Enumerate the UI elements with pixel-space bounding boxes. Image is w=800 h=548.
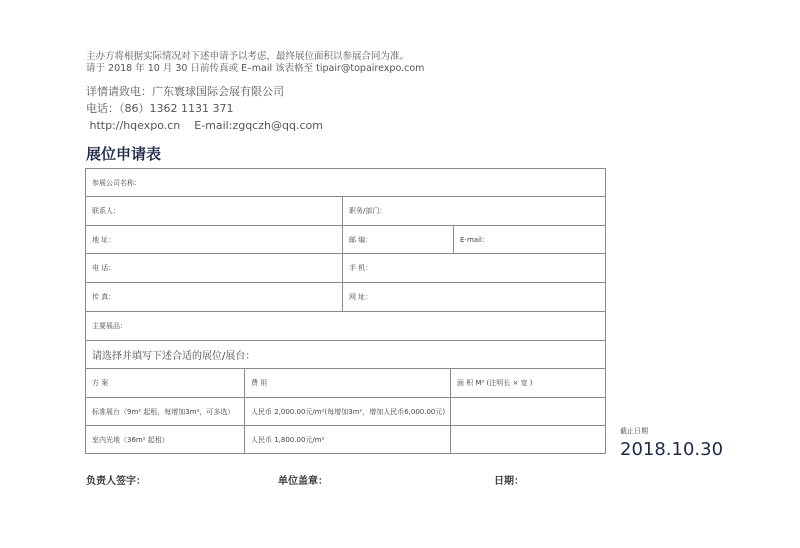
fax-label: 传 真： xyxy=(92,293,116,301)
col-fee: 费 用 xyxy=(244,369,450,397)
address-field[interactable] xyxy=(86,226,342,253)
fee-standard: 人民币 2,000.00元/m²(每增加3m²，增加人民币6,000.00元) xyxy=(244,398,450,425)
products-field[interactable] xyxy=(86,312,605,340)
contact-phone: 电话：（86）1362 1131 371 xyxy=(86,102,234,115)
row-products xyxy=(86,312,605,341)
booth-prompt: 请选择并填写下述合适的展位/展台： xyxy=(92,351,256,362)
position-label: 职务/部门： xyxy=(349,207,387,215)
mobile-label: 手 机： xyxy=(349,264,373,272)
contact-person-field[interactable] xyxy=(86,197,342,225)
row-booth-prompt xyxy=(86,341,605,369)
deadline-label: 截止日期 xyxy=(620,427,648,435)
application-form xyxy=(85,168,606,454)
note-line-2: 请于 2018 年 10 月 30 日前传真或 E–mail 该表格至 tipair@topairexpo.com xyxy=(86,63,425,74)
website-label: 网 址： xyxy=(349,293,373,301)
position-field[interactable] xyxy=(342,197,605,225)
table-row xyxy=(86,398,605,426)
postcode-field[interactable] xyxy=(342,226,453,253)
row-phone xyxy=(86,254,605,283)
contact-company: 详情请致电：广东寰球国际会展有限公司 xyxy=(86,85,284,98)
area-raw-space-input[interactable] xyxy=(450,426,605,453)
address-label: 地 址： xyxy=(92,235,116,244)
fax-field[interactable] xyxy=(86,283,342,311)
deadline-date: 2018.10.30 xyxy=(620,439,724,460)
phone-label: 电 话： xyxy=(92,264,116,272)
col-plan: 方 案 xyxy=(92,379,109,387)
row-address xyxy=(86,226,605,254)
mobile-field[interactable] xyxy=(342,254,605,282)
form-title: 展位申请表 xyxy=(86,145,162,163)
row-contact xyxy=(86,197,605,226)
website-field[interactable] xyxy=(342,283,605,311)
company-label: 参展公司名称： xyxy=(92,178,141,187)
booth-table-header xyxy=(86,369,605,398)
notes xyxy=(86,51,424,75)
area-standard-input[interactable] xyxy=(450,398,605,425)
email-field[interactable] xyxy=(453,226,605,253)
phone-field[interactable] xyxy=(86,254,342,282)
plan-raw-space[interactable]: 室内光地（36m² 起租） xyxy=(92,435,169,444)
signature-seal[interactable]: 单位盖章： xyxy=(278,476,328,487)
fee-raw-space: 人民币 1,800.00元/m² xyxy=(244,426,450,453)
table-row xyxy=(86,426,605,453)
deadline xyxy=(620,426,723,460)
col-area: 面 积 M² (注明长 × 宽 ) xyxy=(450,369,605,397)
note-line-1: 主办方将根据实际情况对下述申请予以考虑，最终展位面积以参展合同为准。 xyxy=(86,51,410,62)
signature-responsible[interactable]: 负责人签字： xyxy=(86,476,146,487)
contact-person-label: 联系人： xyxy=(92,207,120,215)
plan-standard[interactable]: 标准展台（9m² 起租，每增加3m²，可多选） xyxy=(92,407,235,416)
signature-date[interactable]: 日期： xyxy=(494,476,524,487)
contact-info xyxy=(86,83,323,134)
row-fax xyxy=(86,283,605,312)
row-company xyxy=(86,169,605,197)
contact-web-email: http://hqexpo.cn E-mail:zgqczh@qq.com xyxy=(86,119,323,132)
email-label: E-mail： xyxy=(460,235,489,244)
company-field[interactable] xyxy=(86,169,605,196)
postcode-label: 邮 编： xyxy=(349,235,373,244)
products-label: 主要展品： xyxy=(92,322,127,330)
